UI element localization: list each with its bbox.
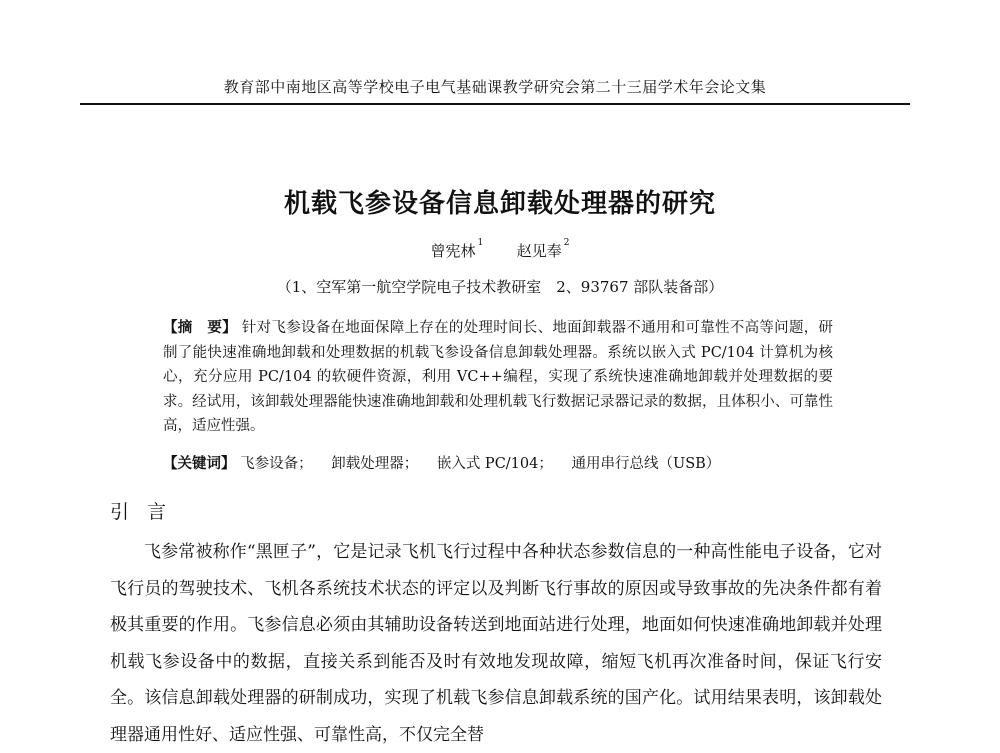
keyword-item: 嵌入式 PC/104； bbox=[436, 456, 553, 472]
abstract-label: 【摘 要】 bbox=[163, 319, 237, 336]
keyword-item: 通用串行总线（USB） bbox=[571, 456, 721, 472]
paper-title: 机载飞参设备信息卸载处理器的研究 bbox=[283, 189, 716, 219]
abstract-text: 针对飞参设备在地面保障上存在的处理时间长、地面卸载器不通用和可靠性不高等问题，研制了能快速准确地卸载和处理数据的机载飞参设备信息卸载处理器。系统以嵌入式 PC/104 计算机为核心，充分应用 PC/104 的软硬件资源，利用 VC++编程，实现了系统快速准确地卸载并处理数据的要求。经试用，该卸载处理器能快速准确地卸载和处理机载飞行数据记录器记录的数据，且体积小、可靠性高，适应性强。 bbox=[163, 320, 834, 434]
author-name: 赵见奉 bbox=[516, 242, 562, 260]
body-text bbox=[110, 534, 882, 753]
affiliations: （1、空军第一航空学院电子技术教研室 2、93767 部队装备部） bbox=[276, 278, 724, 296]
keywords bbox=[163, 453, 833, 475]
body-paragraph: 飞参常被称作“黑匣子”，它是记录飞机飞行过程中各种状态参数信息的一种高性能电子设备，它对飞行员的驾驶技术、飞机各系统技术状态的评定以及判断飞行事故的原因或导致事故的先决条件都有着极其重要的作用。飞参信息必须由其辅助设备转送到地面站进行处理，地面如何快速准确地卸载并处理机载飞参设备中的数据，直接关系到能否及时有效地发现故障，缩短飞机再次准备时间，保证飞行安全。该信息卸载处理器的研制成功，实现了机载飞参信息卸载系统的国产化。试用结果表明，该卸载处理器通用性好、适应性强、可靠性高，不仅完全替 bbox=[110, 542, 882, 745]
author-affiliation-mark: 2 bbox=[563, 238, 570, 248]
abstract bbox=[163, 316, 833, 439]
header-rule bbox=[80, 103, 910, 105]
keywords-label: 【关键词】 bbox=[163, 455, 236, 472]
keyword-item: 飞参设备； bbox=[240, 456, 313, 472]
author-affiliation-mark: 1 bbox=[477, 238, 484, 248]
keyword-item: 卸载处理器； bbox=[331, 456, 419, 472]
author-line bbox=[0, 240, 1000, 261]
section-heading: 引 言 bbox=[110, 501, 173, 523]
running-header: 教育部中南地区高等学校电子电气基础课教学研究会第二十三届学术年会论文集 bbox=[223, 78, 767, 96]
author-name: 曾宪林 bbox=[430, 242, 476, 260]
